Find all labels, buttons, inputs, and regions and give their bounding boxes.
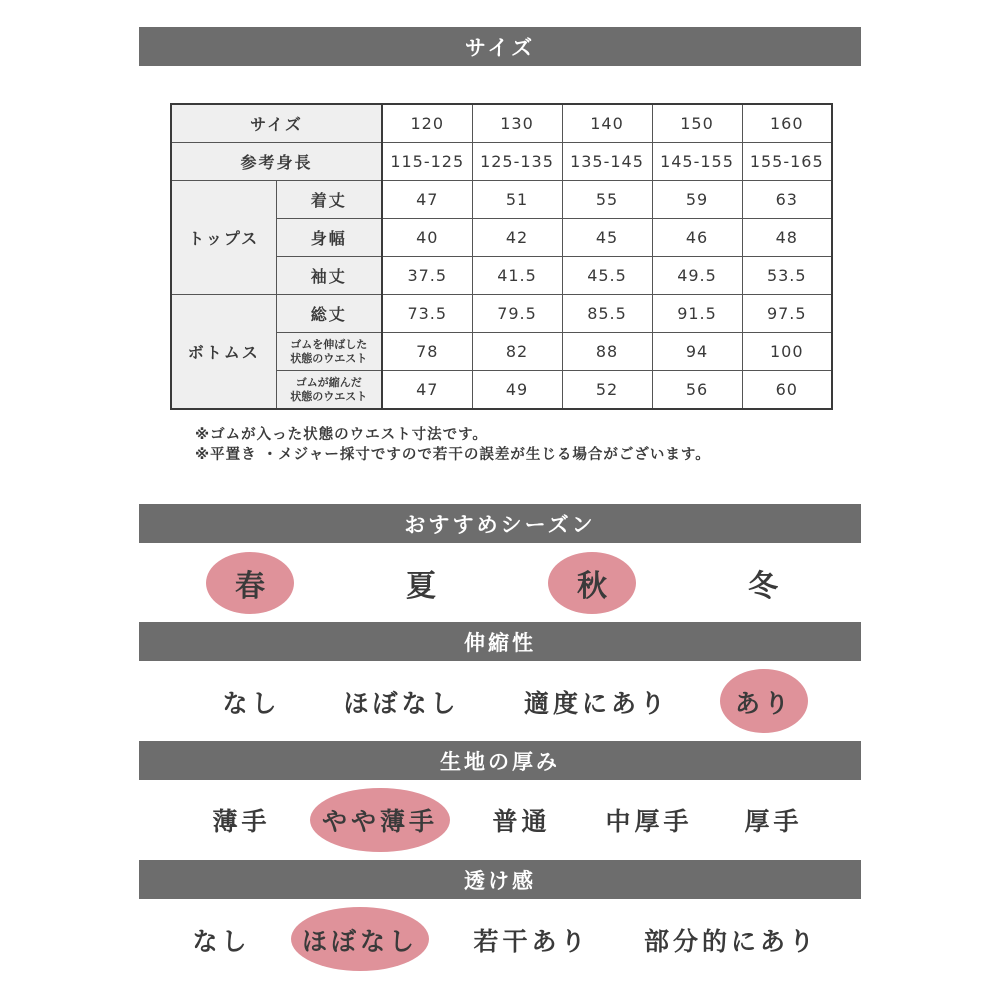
value-cell: 63	[742, 181, 832, 219]
season-option-winter: 冬	[748, 569, 778, 604]
sheerness-option-partial: 部分的にあり	[643, 927, 818, 956]
table-row	[171, 143, 832, 181]
stretch-option-yes: あり	[734, 689, 793, 718]
thickness-options	[139, 785, 861, 855]
size-cell: 150	[652, 104, 742, 143]
value-cell: 46	[652, 219, 742, 257]
section-header-season	[139, 504, 861, 543]
value-cell: 94	[652, 333, 742, 371]
section-title: おすすめシーズン	[404, 512, 596, 537]
table-row	[171, 181, 832, 219]
value-cell: 47	[382, 181, 472, 219]
value-cell: 49.5	[652, 257, 742, 295]
value-cell: 85.5	[562, 295, 652, 333]
sheerness-options	[139, 905, 861, 975]
value-cell: 59	[652, 181, 742, 219]
value-cell: 49	[472, 371, 562, 410]
value-cell: 37.5	[382, 257, 472, 295]
value-cell: 100	[742, 333, 832, 371]
sheerness-option-slight: 若干あり	[473, 927, 590, 956]
value-cell: 47	[382, 371, 472, 410]
value-cell: 56	[652, 371, 742, 410]
section-title: 生地の厚み	[440, 749, 560, 774]
stretch-option-almost-none: ほぼなし	[343, 689, 460, 718]
row-label-line: ゴムを伸ばした	[290, 337, 368, 351]
size-notes	[195, 425, 711, 465]
height-cell: 115-125	[382, 143, 472, 181]
note-line: ※平置き ・メジャー採寸ですので若干の誤差が生じる場合がございます。	[195, 447, 711, 463]
sheerness-option-almost-none: ほぼなし	[301, 927, 418, 956]
thickness-option-slightly-thin: やや薄手	[321, 807, 438, 836]
value-cell: 79.5	[472, 295, 562, 333]
size-table	[170, 103, 833, 410]
section-header-stretch	[139, 622, 861, 661]
row-label: 袖丈	[276, 257, 382, 295]
value-cell: 78	[382, 333, 472, 371]
section-header-sheerness	[139, 860, 861, 899]
value-cell: 52	[562, 371, 652, 410]
row-label: 着丈	[276, 181, 382, 219]
header-size-label: サイズ	[171, 104, 382, 143]
value-cell: 40	[382, 219, 472, 257]
height-cell: 135-145	[562, 143, 652, 181]
thickness-option-thin: 薄手	[212, 807, 271, 836]
section-title: サイズ	[464, 35, 536, 60]
thickness-option-medium-thick: 中厚手	[605, 807, 693, 836]
value-cell: 88	[562, 333, 652, 371]
section-header-thickness	[139, 741, 861, 780]
value-cell: 45.5	[562, 257, 652, 295]
stretch-option-none: なし	[222, 689, 281, 718]
season-option-spring: 春	[235, 569, 265, 604]
value-cell: 82	[472, 333, 562, 371]
value-cell: 42	[472, 219, 562, 257]
sheerness-option-none: なし	[192, 927, 251, 956]
header-height-label: 参考身長	[171, 143, 382, 181]
value-cell: 53.5	[742, 257, 832, 295]
value-cell: 41.5	[472, 257, 562, 295]
value-cell: 91.5	[652, 295, 742, 333]
value-cell: 51	[472, 181, 562, 219]
table-row	[171, 104, 832, 143]
size-cell: 160	[742, 104, 832, 143]
bottoms-group-label: ボトムス	[171, 295, 276, 410]
size-cell: 130	[472, 104, 562, 143]
note-line: ※ゴムが入った状態のウエスト寸法です。	[195, 427, 488, 443]
section-title: 伸縮性	[464, 630, 536, 655]
tops-group-label: トップス	[171, 181, 276, 295]
height-cell: 145-155	[652, 143, 742, 181]
thickness-option-thick: 厚手	[744, 807, 803, 836]
row-label: 身幅	[276, 219, 382, 257]
season-option-summer: 夏	[406, 569, 436, 604]
table-row	[171, 295, 832, 333]
thickness-option-normal: 普通	[492, 807, 551, 836]
row-label-line: ゴムが縮んだ	[295, 375, 362, 389]
season-options	[139, 548, 861, 618]
value-cell: 45	[562, 219, 652, 257]
section-header-size	[139, 27, 861, 66]
stretch-option-moderate: 適度にあり	[523, 689, 669, 718]
row-label-line: 状態のウエスト	[290, 351, 368, 365]
size-cell: 120	[382, 104, 472, 143]
row-label	[276, 333, 382, 371]
section-title: 透け感	[464, 868, 536, 893]
height-cell: 125-135	[472, 143, 562, 181]
row-label	[276, 371, 382, 410]
value-cell: 73.5	[382, 295, 472, 333]
row-label: 総丈	[276, 295, 382, 333]
size-cell: 140	[562, 104, 652, 143]
season-option-autumn: 秋	[577, 569, 607, 604]
value-cell: 97.5	[742, 295, 832, 333]
stretch-options	[139, 667, 861, 737]
height-cell: 155-165	[742, 143, 832, 181]
row-label-line: 状態のウエスト	[290, 389, 368, 403]
value-cell: 55	[562, 181, 652, 219]
value-cell: 48	[742, 219, 832, 257]
value-cell: 60	[742, 371, 832, 410]
